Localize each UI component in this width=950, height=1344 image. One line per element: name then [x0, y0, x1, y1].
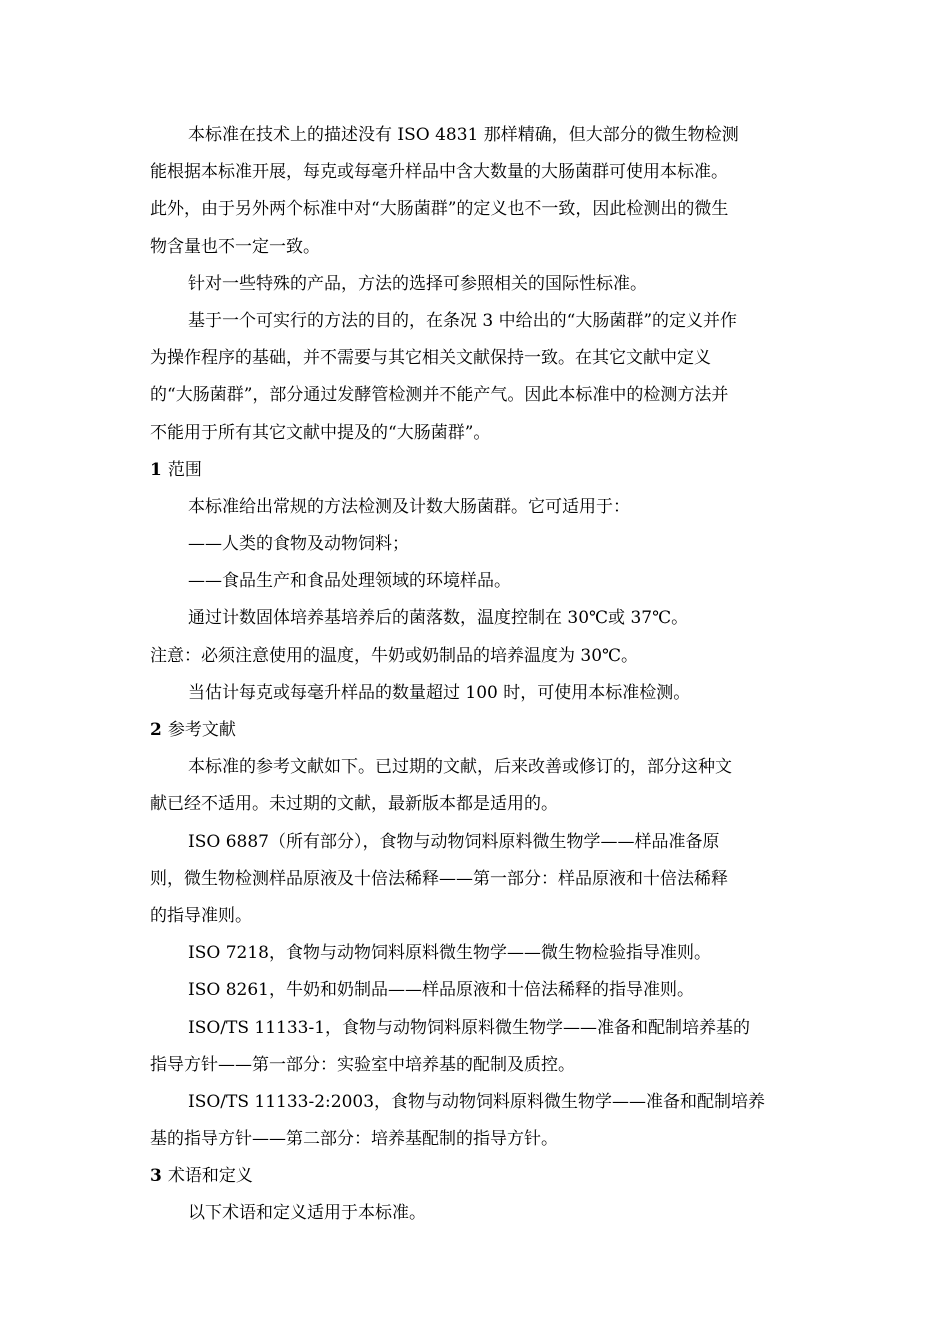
section-heading-terms [150, 1158, 802, 1195]
section-number: 1 [150, 459, 162, 480]
text-line: 则，微生物检测样品原液及十倍法稀释——第一部分：样品原液和十倍法稀释 [150, 868, 728, 889]
text-line: 本标准的参考文献如下。已过期的文献，后来改善或修订的，部分这种文 [188, 757, 732, 778]
text-line: 的“大肠菌群”，部分通过发酵管检测并不能产气。因此本标准中的检测方法并 [150, 385, 729, 406]
text-line: 本标准给出常规的方法检测及计数大肠菌群。它可适用于： [188, 496, 630, 517]
text-line: 当估计每克或每毫升样品的数量超过 100 时，可使用本标准检测。 [188, 682, 691, 703]
note-line: 注意：必须注意使用的温度，牛奶或奶制品的培养温度为 30℃。 [150, 645, 639, 666]
text-line: 以下术语和定义适用于本标准。 [188, 1203, 426, 1224]
section-title: 参考文献 [167, 720, 236, 740]
text-line: 的指导准则。 [150, 905, 252, 926]
section-title: 术语和定义 [167, 1166, 253, 1187]
text-line: 基于一个可实行的方法的目的，在条况 3 中给出的“大肠菌群”的定义并作 [188, 310, 738, 331]
text-line: 通过计数固体培养基培养后的菌落数，温度控制在 30℃或 37℃。 [188, 608, 689, 629]
section-title: 范围 [167, 459, 202, 480]
text-line: 本标准在技术上的描述没有 ISO 4831 那样精确，但大部分的微生物检测 [188, 125, 739, 145]
reference-item: ISO/TS 11133-1，食物与动物饲料原料微生物学——准备和配制培养基的 [188, 1017, 751, 1038]
text-line: 献已经不适用。未过期的文献，最新版本都是适用的。 [150, 794, 558, 815]
section-heading-references [150, 712, 802, 749]
section-heading-scope [150, 452, 802, 489]
reference-item: ISO 8261，牛奶和奶制品——样品原液和十倍法稀释的指导准则。 [188, 980, 694, 1001]
reference-item: ISO/TS 11133-2:2003，食物与动物饲料原料微生物学——准备和配制培养 [188, 1091, 766, 1112]
section-number: 2 [150, 720, 162, 740]
reference-item: ISO 6887（所有部分），食物与动物饲料原料微生物学——样品准备原 [188, 831, 720, 852]
text-line: 物含量也不一定一致。 [150, 236, 320, 257]
text-line: 此外，由于另外两个标准中对“大肠菌群”的定义也不一致，因此检测出的微生 [150, 199, 729, 220]
text-line: 基的指导方针——第二部分：培养基配制的指导方针。 [150, 1129, 558, 1150]
document-body [150, 117, 802, 1233]
text-line: 不能用于所有其它文献中提及的“大肠菌群”。 [150, 422, 491, 443]
reference-item: ISO 7218，食物与动物饲料原料微生物学——微生物检验指导准则。 [188, 943, 711, 964]
text-line: 针对一些特殊的产品，方法的选择可参照相关的国际性标准。 [188, 273, 647, 294]
text-line: 能根据本标准开展，每克或每毫升样品中含大数量的大肠菌群可使用本标准。 [150, 162, 728, 183]
text-line: 为操作程序的基础，并不需要与其它相关文献保持一致。在其它文献中定义 [150, 348, 711, 369]
list-item: ——食品生产和食品处理领域的环境样品。 [188, 571, 511, 592]
list-item: ——人类的食物及动物饲料； [188, 534, 409, 555]
section-number: 3 [150, 1166, 162, 1187]
text-line: 指导方针——第一部分：实验室中培养基的配制及质控。 [150, 1054, 575, 1075]
